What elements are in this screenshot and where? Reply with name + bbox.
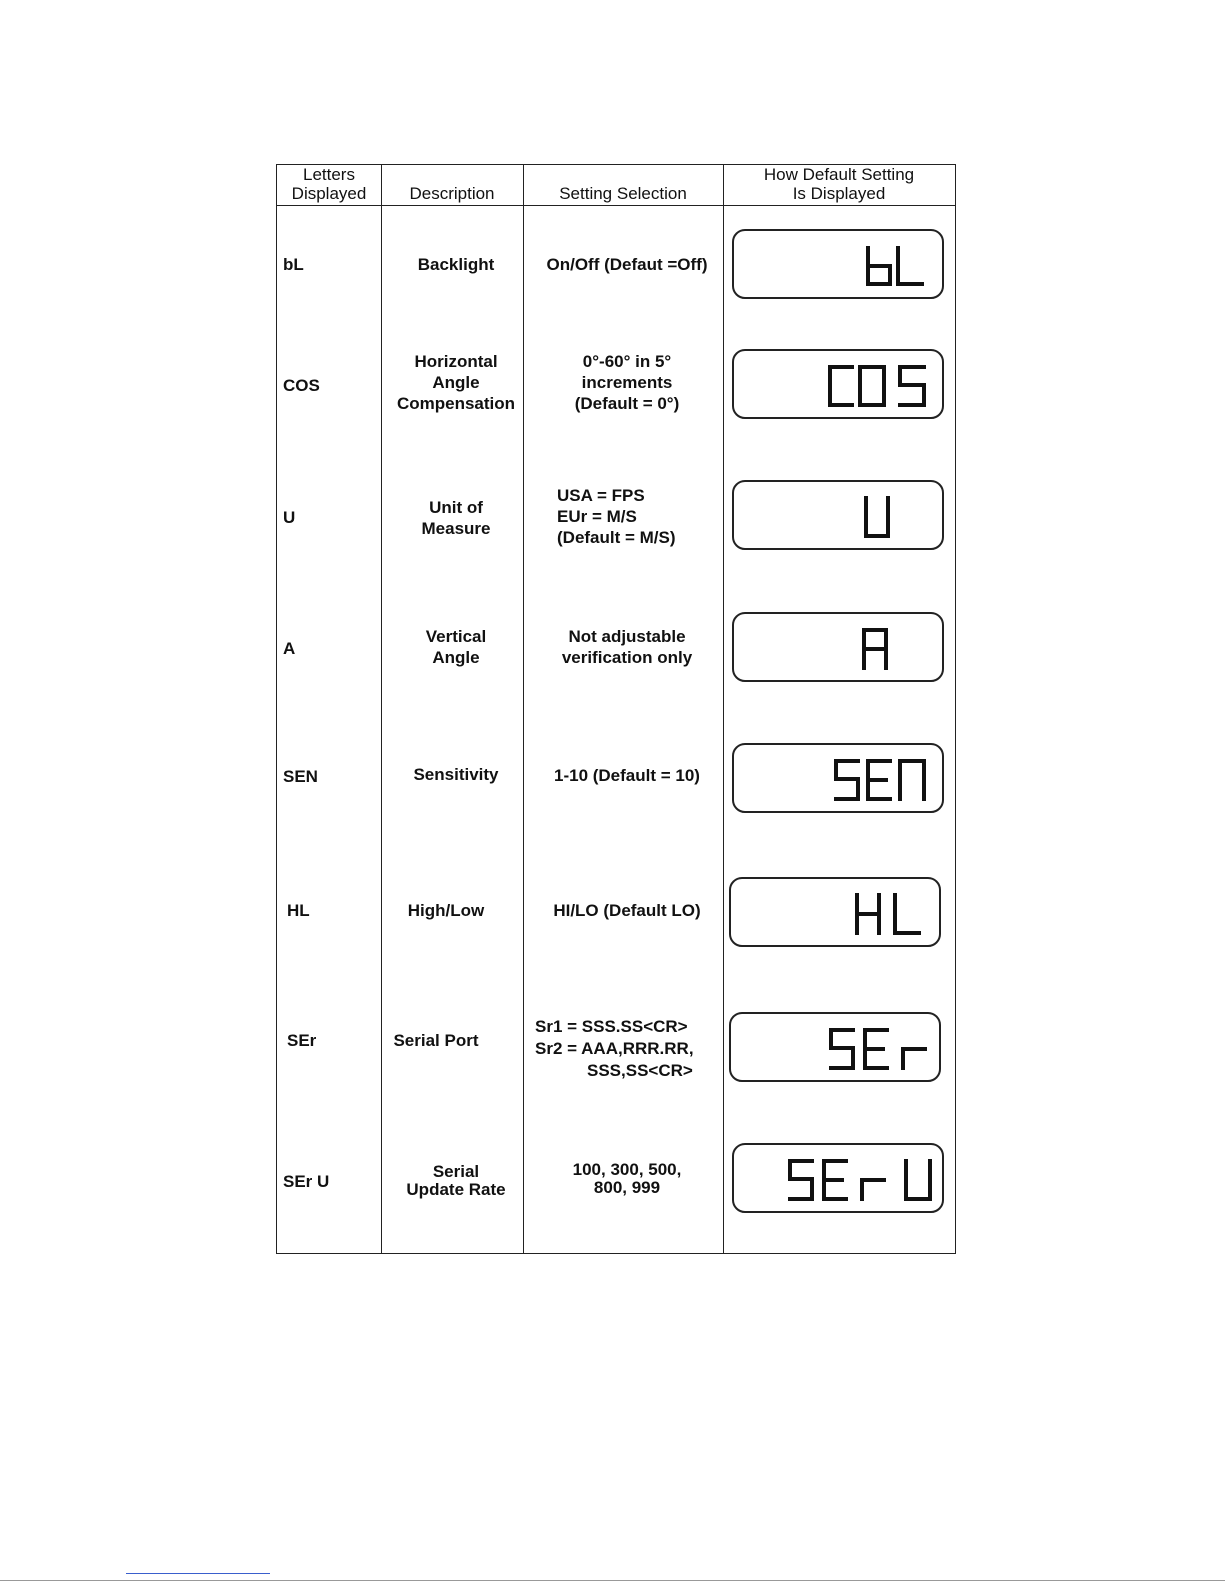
setting-line: Sr2 = AAA,RRR.RR, bbox=[535, 1039, 694, 1058]
description-line: Measure bbox=[421, 519, 491, 538]
header-text: Is Displayed bbox=[792, 184, 886, 203]
letters-displayed: U bbox=[283, 508, 296, 527]
letters-displayed: COS bbox=[283, 376, 320, 395]
setting-selection bbox=[527, 254, 727, 275]
letters-displayed: SEr bbox=[287, 1031, 317, 1050]
header-text: Displayed bbox=[291, 184, 367, 203]
description-line: Update Rate bbox=[406, 1180, 506, 1199]
description-line: Compensation bbox=[396, 394, 516, 413]
header-text: Description bbox=[409, 184, 495, 203]
setting-line: EUr = M/S bbox=[557, 507, 637, 526]
settings-table bbox=[276, 164, 956, 1254]
description-line: Angle bbox=[432, 373, 480, 392]
lcd-HL-icon bbox=[729, 877, 941, 947]
setting-line: Not adjustable bbox=[568, 627, 686, 646]
setting-line: USA = FPS bbox=[557, 486, 645, 505]
lcd-A-icon bbox=[732, 612, 944, 682]
header-text: Setting Selection bbox=[559, 184, 687, 203]
letters-displayed: bL bbox=[283, 255, 304, 274]
description-line: Sensitivity bbox=[413, 765, 499, 784]
header-default-display bbox=[723, 165, 955, 204]
lcd-bL-icon bbox=[732, 229, 944, 299]
setting-line: On/Off (Defaut =Off) bbox=[546, 255, 708, 274]
description-line: Horizontal bbox=[414, 352, 498, 371]
column-divider bbox=[381, 165, 382, 1253]
description-line: High/Low bbox=[407, 901, 485, 920]
description-line: Vertical bbox=[425, 627, 487, 646]
letters-displayed: HL bbox=[287, 901, 310, 920]
setting-line: Sr1 = SSS.SS<CR> bbox=[535, 1017, 688, 1036]
description-line: Backlight bbox=[417, 255, 495, 274]
setting-line: increments bbox=[581, 373, 673, 392]
lcd-SEr-icon bbox=[729, 1012, 941, 1082]
setting-line: HI/LO (Default LO) bbox=[553, 901, 701, 920]
setting-selection bbox=[527, 765, 727, 786]
setting-description bbox=[385, 764, 527, 785]
footer-link-underline[interactable] bbox=[126, 1573, 270, 1574]
setting-description bbox=[385, 626, 527, 668]
setting-description bbox=[365, 1030, 507, 1051]
column-divider bbox=[523, 165, 524, 1253]
setting-selection bbox=[535, 1016, 735, 1082]
setting-line: verification only bbox=[561, 648, 693, 667]
setting-line: SSS,SS<CR> bbox=[587, 1061, 693, 1080]
setting-description bbox=[375, 900, 517, 921]
header-setting-selection bbox=[523, 165, 723, 204]
lcd-COS-icon bbox=[732, 349, 944, 419]
header-letters-displayed bbox=[277, 165, 381, 204]
setting-description bbox=[385, 1163, 527, 1199]
table-header bbox=[277, 165, 955, 206]
letters-displayed: SEN bbox=[283, 767, 318, 786]
description-line: Unit of bbox=[429, 498, 483, 517]
setting-selection bbox=[527, 900, 727, 921]
description-line: Angle bbox=[432, 648, 480, 667]
header-text: How Default Setting bbox=[763, 165, 915, 184]
setting-line: 1-10 (Default = 10) bbox=[554, 766, 700, 785]
setting-line: (Default = M/S) bbox=[557, 528, 676, 547]
setting-selection bbox=[527, 351, 727, 414]
divider bbox=[0, 1580, 1225, 1581]
setting-selection bbox=[527, 1161, 727, 1197]
setting-line: (Default = 0°) bbox=[574, 394, 680, 413]
setting-line: 800, 999 bbox=[593, 1178, 661, 1197]
header-description bbox=[381, 165, 523, 204]
description-line: Serial bbox=[432, 1162, 480, 1181]
setting-description bbox=[385, 497, 527, 539]
setting-selection bbox=[557, 485, 757, 548]
setting-line: 0°-60° in 5° bbox=[582, 352, 672, 371]
description-line: Serial Port bbox=[393, 1031, 479, 1050]
letters-displayed: SEr U bbox=[283, 1172, 330, 1191]
column-divider bbox=[723, 165, 724, 1253]
setting-line: 100, 300, 500, bbox=[572, 1160, 682, 1179]
letters-displayed: A bbox=[283, 639, 296, 658]
setting-description bbox=[385, 254, 527, 275]
lcd-SEN-icon bbox=[732, 743, 944, 813]
setting-selection bbox=[527, 626, 727, 668]
lcd-U-icon bbox=[732, 480, 944, 550]
lcd-SErU-icon bbox=[732, 1143, 944, 1213]
setting-description bbox=[385, 351, 527, 414]
header-text: Letters bbox=[303, 165, 355, 184]
